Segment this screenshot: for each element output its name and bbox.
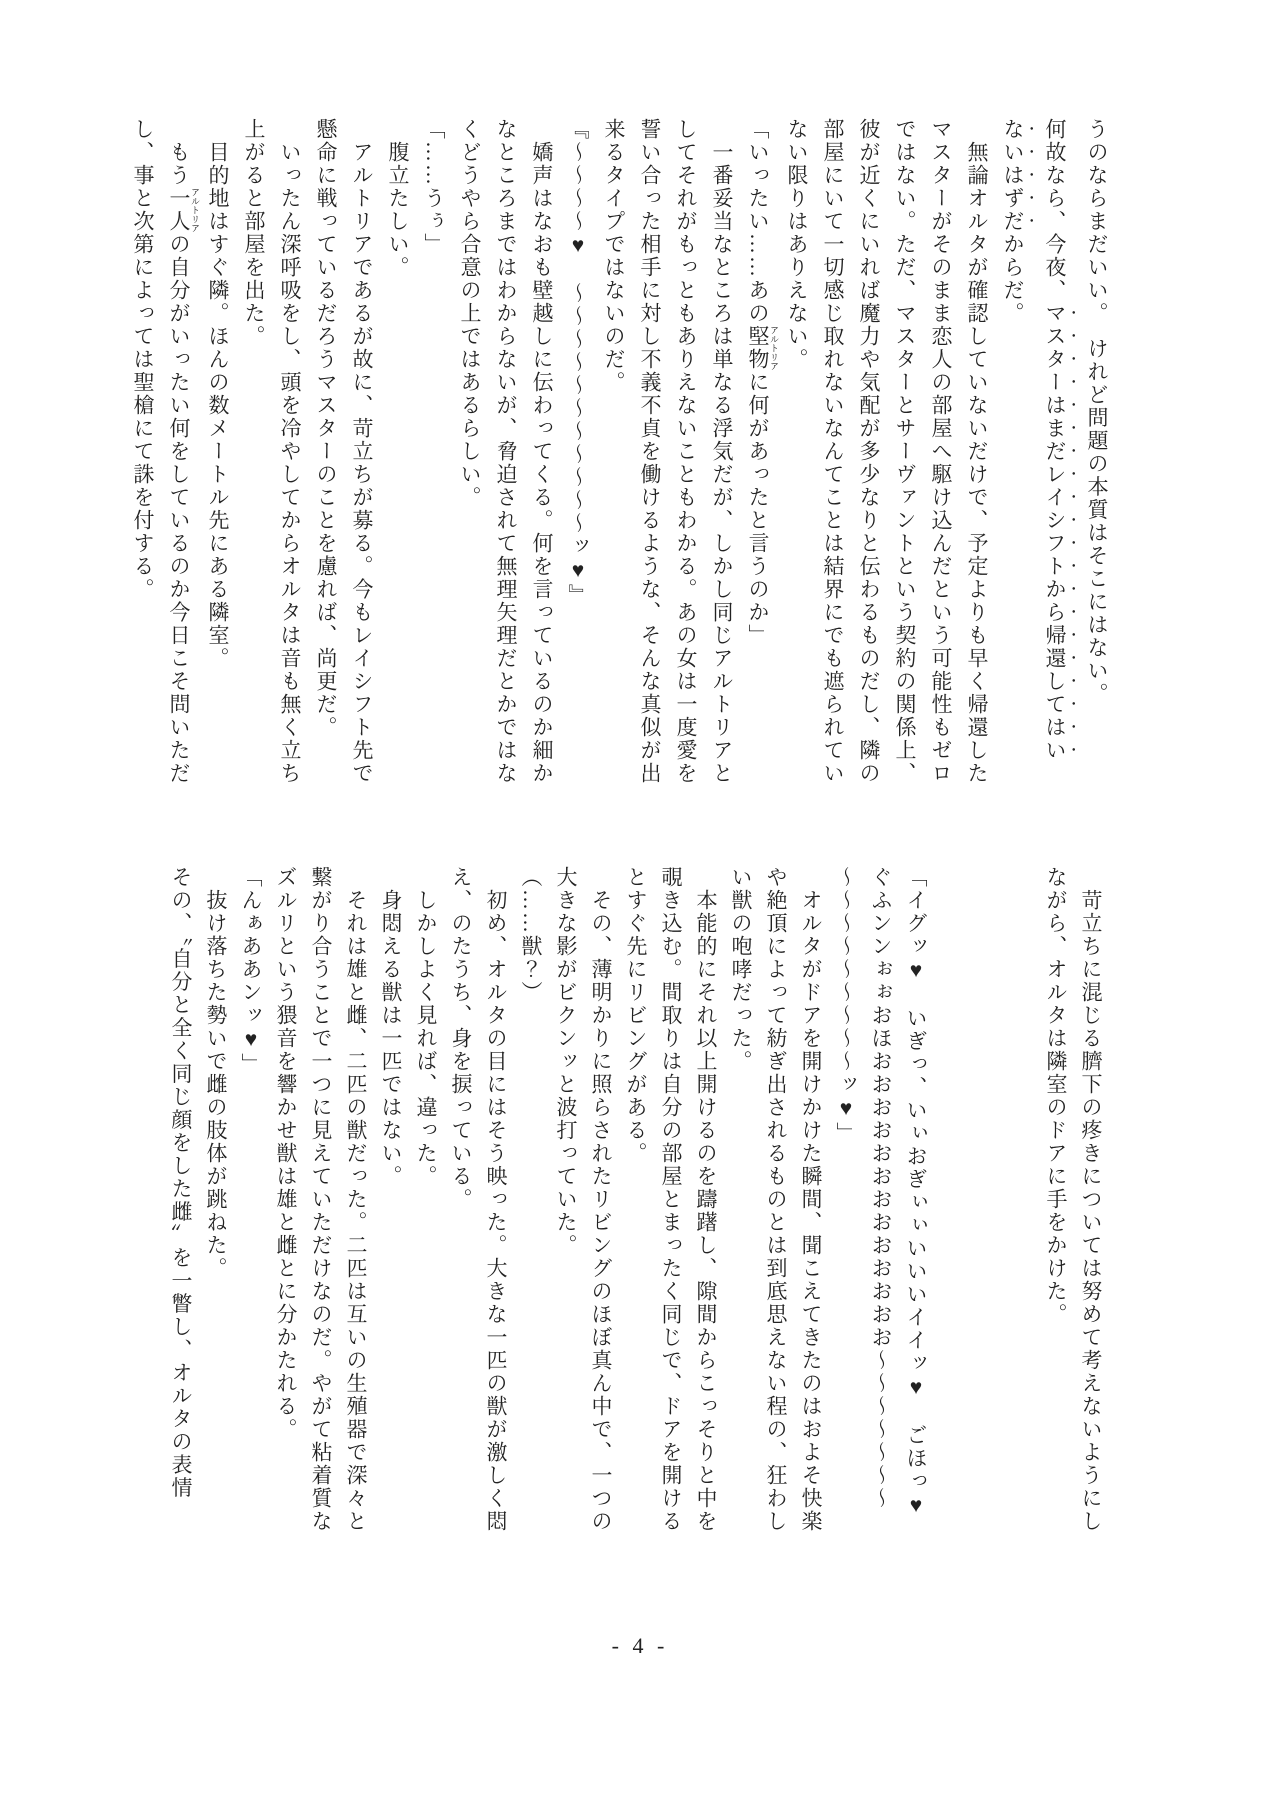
text-line: や絶頂によって紡ぎ出されるものとは到底思えない程の、狂わし bbox=[764, 866, 788, 1533]
ruby-annotated-text: 一人 アルトリア bbox=[167, 187, 200, 233]
text-line: （……獣？） bbox=[519, 866, 543, 1004]
text-line: いったん深呼吸をし、頭を冷やしてからオルタは音も無く立ち bbox=[278, 141, 302, 785]
text-line: しかしよく見れば、違った。 bbox=[414, 889, 438, 1188]
text-line: ながら、オルタは隣室のドアに手をかけた。 bbox=[1044, 866, 1068, 1326]
text-block-bottom bbox=[163, 866, 1108, 1542]
blank-line bbox=[1003, 866, 1038, 1542]
text-line: 懸命に戦っているだろうマスターのことを慮れば、尚更だ。 bbox=[314, 118, 338, 739]
text-line: 『〜〜〜〜♥ 〜〜〜〜〜〜〜〜〜〜〜ッ♥』 bbox=[566, 118, 590, 607]
text-line: ズルリという猥音を響かせ獣は雄と雌とに分かたれる。 bbox=[274, 866, 298, 1441]
text-line: マスターがそのまま恋人の部屋へ駆け込んだという可能性もゼロ bbox=[929, 118, 953, 785]
text-line: その、〝自分と全く同じ顔をした雌〟を一瞥し、オルタの表情 bbox=[169, 866, 193, 1500]
text-line: 誓い合った相手に対し不義不貞を働けるような、そんな真似が出 bbox=[638, 118, 662, 785]
text-line: 目的地はすぐ隣。ほんの数メートル先にある隣室。 bbox=[206, 141, 230, 670]
text-line: 〜〜〜〜〜〜〜〜〜ッ♥」 bbox=[834, 866, 858, 1145]
text-line: 「いったい……あの堅物 アルトリアに何があったと言うのか」 bbox=[746, 118, 779, 647]
text-line: 大きな影がビクンッと波打っていた。 bbox=[554, 866, 578, 1257]
text-line: うのならまだいい。 けれど問題の本質はそこにはない。 bbox=[1085, 118, 1109, 706]
text-line: 嬌声はなおも壁越しに伝わってくる。何を言っているのか細か bbox=[530, 141, 554, 785]
text-line: 無論オルタが確認していないだけで、予定よりも早く帰還した bbox=[965, 141, 989, 785]
text-line: 「……うぅ」 bbox=[422, 118, 446, 256]
emphasized-text: ないはずだ bbox=[1001, 118, 1025, 233]
text-line: 何故なら、今夜、マスターはまだレイシフトから帰還してはい bbox=[1043, 118, 1067, 762]
page-number: - 4 - bbox=[611, 1633, 669, 1658]
text-line: 上がると部屋を出た。 bbox=[242, 118, 266, 348]
text-line: くどうやら合意の上ではあるらしい。 bbox=[458, 118, 482, 509]
blank-line bbox=[933, 866, 968, 1542]
text-line: し、事と次第によっては聖槍にて誅を付する。 bbox=[131, 118, 155, 601]
text-line: 覗き込む。間取りは自分の部屋とまったく同じで、ドアを開ける bbox=[659, 866, 683, 1533]
text-line: い獣の咆哮だった。 bbox=[729, 866, 753, 1073]
text-line: してそれがもっともありえないこともわかる。あの女は一度愛を bbox=[674, 118, 698, 785]
text-line: アルトリアであるが故に、苛立ちが募る。今もレイシフト先で bbox=[350, 141, 374, 785]
text-line: 繋がり合うことで一つに見えていただけなのだ。やがて粘着質な bbox=[309, 866, 333, 1533]
text-line: なところまではわからないが、脅迫されて無理矢理だとかではな bbox=[494, 118, 518, 785]
text-line: え、のたうち、身を捩っている。 bbox=[449, 866, 473, 1211]
text-line: ではない。ただ、マスターとサーヴァントという契約の関係上、 bbox=[893, 118, 917, 785]
text-line: 抜け落ちた勢いで雌の肢体が跳ねた。 bbox=[204, 889, 228, 1280]
emphasized-text: マスターはまだレイシフトから帰還してはい bbox=[1043, 302, 1067, 762]
text-line: 来るタイプではないのだ。 bbox=[602, 118, 626, 394]
text-line: 苛立ちに混じる臍下の疼きについては努めて考えないようにし bbox=[1079, 889, 1103, 1533]
text-line: 本能的にそれ以上開けるのを躊躇し、隙間からこっそりと中を bbox=[694, 889, 718, 1533]
text-line: 腹立たしい。 bbox=[386, 141, 410, 279]
text-line: 「イグッ♥ いぎっ、いぃおぎぃぃいいいイイッ♥ ごほっ♥ bbox=[904, 866, 928, 1519]
text-line: ない限りはありえない。 bbox=[785, 118, 809, 371]
text-block-top bbox=[125, 118, 1115, 785]
text-line: 部屋にいて一切感じ取れないなんてことは結界にでも遮られてい bbox=[821, 118, 845, 785]
text-line: ないはずだからだ。 bbox=[1001, 118, 1025, 325]
text-line: その、薄明かりに照らされたリビングのほぼ真ん中で、一つの bbox=[589, 889, 613, 1533]
text-line: 初め、オルタの目にはそう映った。大きな一匹の獣が激しく悶 bbox=[484, 889, 508, 1533]
text-line: 身悶える獣は一匹ではない。 bbox=[379, 889, 403, 1188]
text-line: それは雄と雌、二匹の獣だった。二匹は互いの生殖器で深々と bbox=[344, 889, 368, 1533]
ruby-annotated-text: 堅物 アルトリア bbox=[746, 325, 779, 371]
text-line: 彼が近くにいれば魔力や気配が多少なりと伝わるものだし、隣の bbox=[857, 118, 881, 785]
text-line: オルタがドアを開けかけた瞬間、聞こえてきたのはおよそ快楽 bbox=[799, 889, 823, 1533]
text-line: ぐふンンぉぉおほおおおおおおおおおおおおお〜〜〜〜〜〜〜 bbox=[869, 866, 893, 1510]
text-line: 「んぁああンッ♥」 bbox=[239, 866, 263, 1076]
text-line: もう一人 アルトリアの自分がいったい何をしているのか今日こそ問いただ bbox=[167, 141, 200, 785]
blank-line bbox=[968, 866, 1003, 1542]
text-line: 一番妥当なところは単なる浮気だが、しかし同じアルトリアと bbox=[710, 141, 734, 785]
text-line: とすぐ先にリビングがある。 bbox=[624, 866, 648, 1165]
